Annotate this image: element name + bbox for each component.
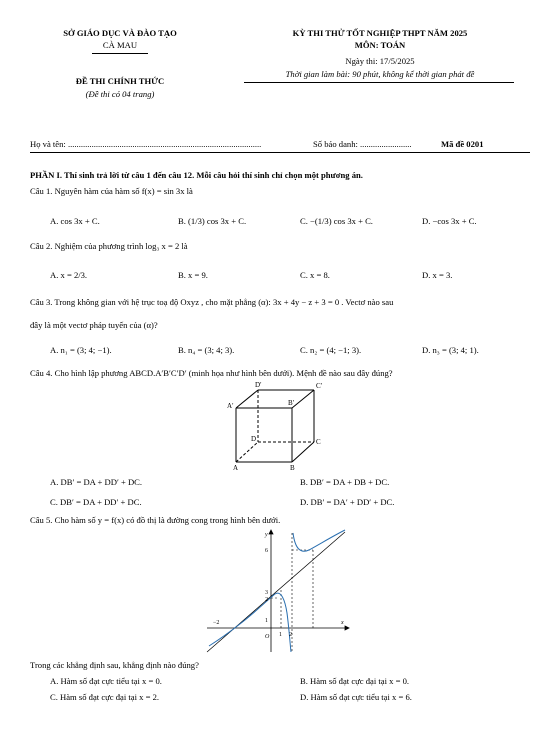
y-axis-label: y xyxy=(265,532,268,538)
q2-option-b: B. x = 9. xyxy=(178,270,208,280)
curve-right-branch xyxy=(293,530,345,551)
subject: MÔN: TOÁN xyxy=(354,40,406,50)
q2-option-c: C. x = 8. xyxy=(300,270,330,280)
q3-option-a: A. n₁ = (3; 4; −1). xyxy=(50,345,112,355)
q3-stem-line1: Câu 3. Trong không gian với hệ trục toạ độ Oxyz , cho mặt phẳng (α): 3x + 4y − z + 3 = 0 . Vectơ nào sau xyxy=(30,297,394,307)
x-tick-2: 2 xyxy=(289,632,292,638)
province-name: CÀ MAU xyxy=(102,40,138,50)
q2-option-d: D. x = 3. xyxy=(422,270,453,280)
label-bp: B′ xyxy=(288,399,295,407)
x-tick-neg2: −2 xyxy=(213,620,220,626)
q1-stem: Câu 1. Nguyên hàm của hàm số f(x) = sin 3x là xyxy=(30,186,193,196)
q5-option-c: C. Hàm số đạt cực đại tại x = 2. xyxy=(50,692,160,702)
exam-date: Ngày thi: 17/5/2025 xyxy=(345,56,415,66)
q4-option-d: D. DB′ = DA′ + DD′ + DC. xyxy=(300,497,395,507)
label-ap: A′ xyxy=(227,402,234,410)
x-axis-arrow xyxy=(345,626,349,630)
student-id-field: Số báo danh: ........................ xyxy=(313,139,412,149)
asymptote-oblique xyxy=(207,532,345,652)
q3-stem-line2: đây là một vectơ pháp tuyến của (α)? xyxy=(30,320,158,330)
q1-option-c: C. −(1/3) cos 3x + C. xyxy=(300,216,373,226)
q4-option-c: C. DB′ = DA + DD′ + DC. xyxy=(50,497,142,507)
q4-option-b: B. DB′ = DA + DB + DC. xyxy=(300,477,390,487)
q1-option-b: B. (1/3) cos 3x + C. xyxy=(178,216,247,226)
edge-bp-cp xyxy=(292,390,314,408)
q5-stem: Câu 5. Cho hàm số y = f(x) có đồ thị là đường cong trong hình bên dưới. xyxy=(30,515,281,525)
q3-option-c: C. n₂ = (4; −1; 3). xyxy=(300,345,362,355)
exam-time: Thời gian làm bài: 90 phút, không kể thời gian phát đề xyxy=(285,69,475,79)
y-axis-arrow xyxy=(269,530,273,534)
y-tick-1: 1 xyxy=(265,618,268,624)
edge-a-d xyxy=(236,442,258,462)
q5-option-a: A. Hàm số đạt cực tiểu tại x = 0. xyxy=(50,676,162,686)
q5-question: Trong các khẳng định sau, khẳng định nào đúng? xyxy=(30,660,199,670)
q2-stem: Câu 2. Nghiệm của phương trình log₃ x = 2 là xyxy=(30,241,188,251)
part1-title: PHẦN I. Thí sinh trả lời từ câu 1 đến câu 12. Mỗi câu hỏi thí sinh chỉ chọn một phương án. xyxy=(30,170,363,180)
y-tick-6: 6 xyxy=(265,548,268,554)
name-field: Họ và tên: .......................................................................................... xyxy=(30,139,262,149)
q4-option-a: A. DB′ = DA + DD′ + DC. xyxy=(50,477,143,487)
x-tick-1: 1 xyxy=(279,632,282,638)
edge-b-c xyxy=(292,442,314,462)
label-a: A xyxy=(233,464,239,470)
header-divider-right xyxy=(244,82,514,83)
origin-label: O xyxy=(265,634,270,640)
department-name: SỞ GIÁO DỤC VÀ ĐÀO TẠO xyxy=(63,28,177,38)
function-graph xyxy=(205,528,350,653)
label-cp: C′ xyxy=(316,382,323,390)
q5-option-b: B. Hàm số đạt cực đại tại x = 0. xyxy=(300,676,410,686)
exam-code: Mã đề 0201 xyxy=(441,139,484,149)
info-divider xyxy=(30,152,530,153)
page-count: (Đề thi có 04 trang) xyxy=(85,89,155,99)
label-b: B xyxy=(290,464,295,470)
y-tick-3: 3 xyxy=(265,590,268,596)
q1-option-a: A. cos 3x + C. xyxy=(50,216,100,226)
q5-option-d: D. Hàm số đạt cực tiểu tại x = 6. xyxy=(300,692,412,702)
y-tick-2: 2 xyxy=(265,597,268,603)
q3-option-d: D. n₃ = (3; 4; 1). xyxy=(422,345,479,355)
edge-ap-dp xyxy=(236,390,258,408)
label-d: D xyxy=(251,435,257,443)
q3-option-b: B. n₄ = (3; 4; 3). xyxy=(178,345,235,355)
header-divider-left xyxy=(92,53,148,54)
label-c: C xyxy=(316,438,321,446)
q1-option-d: D. −cos 3x + C. xyxy=(422,216,477,226)
cube-figure xyxy=(222,378,342,470)
q2-option-a: A. x = 2/3. xyxy=(50,270,88,280)
exam-title: KỲ THI THỬ TỐT NGHIỆP THPT NĂM 2025 xyxy=(292,28,468,38)
x-axis-label: x xyxy=(341,620,344,626)
q4-stem: Câu 4. Cho hình lập phương ABCD.A′B′C′D′ (minh họa như hình bên dưới). Mệnh đề nào sau đây đúng? xyxy=(30,368,393,378)
curve-left-branch xyxy=(209,593,291,652)
official-label: ĐỀ THI CHÍNH THỨC xyxy=(75,76,165,86)
label-dp: D′ xyxy=(255,381,262,389)
